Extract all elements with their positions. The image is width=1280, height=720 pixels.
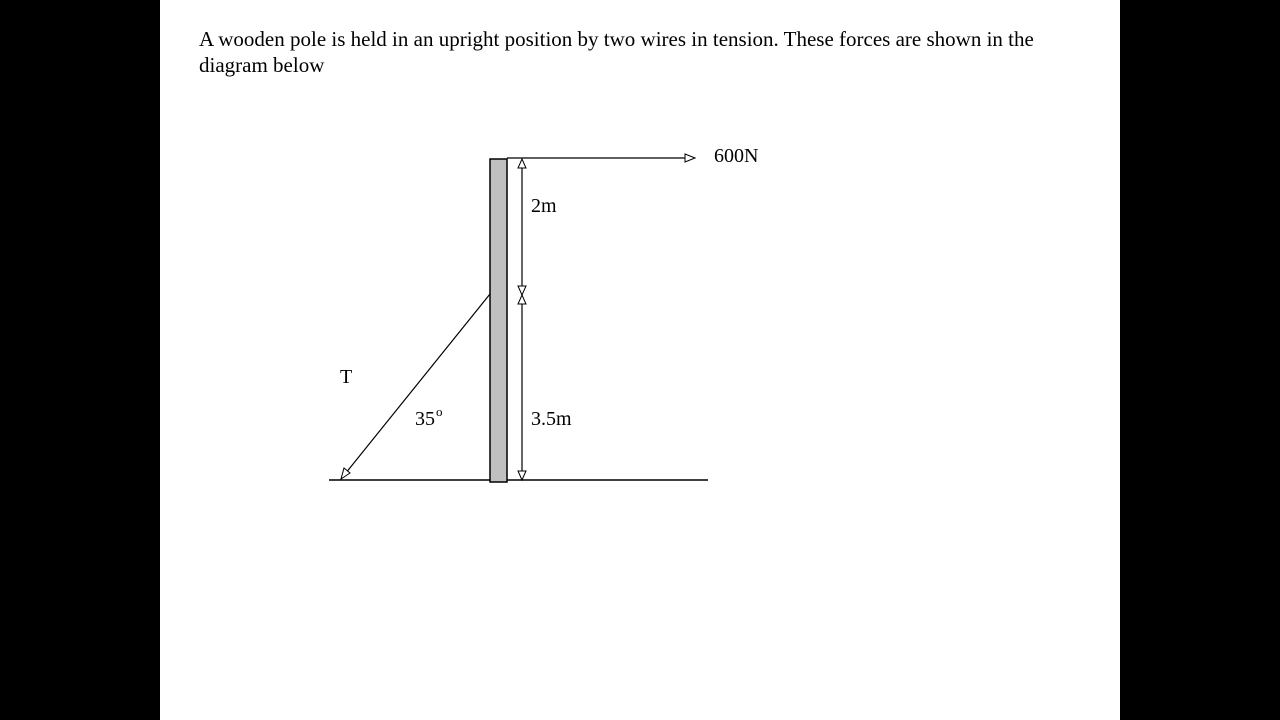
dim-arrow-top-icon bbox=[518, 159, 526, 168]
lower-length-label: 3.5m bbox=[531, 408, 572, 430]
tension-wire bbox=[341, 294, 490, 479]
dim-arrow-mid-up-icon bbox=[518, 295, 526, 304]
force-600n-label: 600N bbox=[714, 145, 759, 167]
worksheet-page bbox=[160, 0, 1120, 720]
force-diagram bbox=[160, 0, 1120, 720]
angle-value: 35 bbox=[415, 408, 435, 430]
question-text: A wooden pole is held in an upright position by two wires in tension. These forces are shown in the diagram below bbox=[199, 27, 1034, 77]
dim-arrow-mid-down-icon bbox=[518, 286, 526, 295]
dim-arrow-bottom-icon bbox=[518, 471, 526, 480]
upper-length-label: 2m bbox=[531, 195, 557, 217]
angle-unit: o bbox=[436, 404, 443, 419]
tension-label: T bbox=[340, 366, 353, 388]
arrowhead-right-icon bbox=[685, 154, 695, 162]
wooden-pole bbox=[490, 159, 507, 482]
angle-label bbox=[415, 404, 443, 430]
